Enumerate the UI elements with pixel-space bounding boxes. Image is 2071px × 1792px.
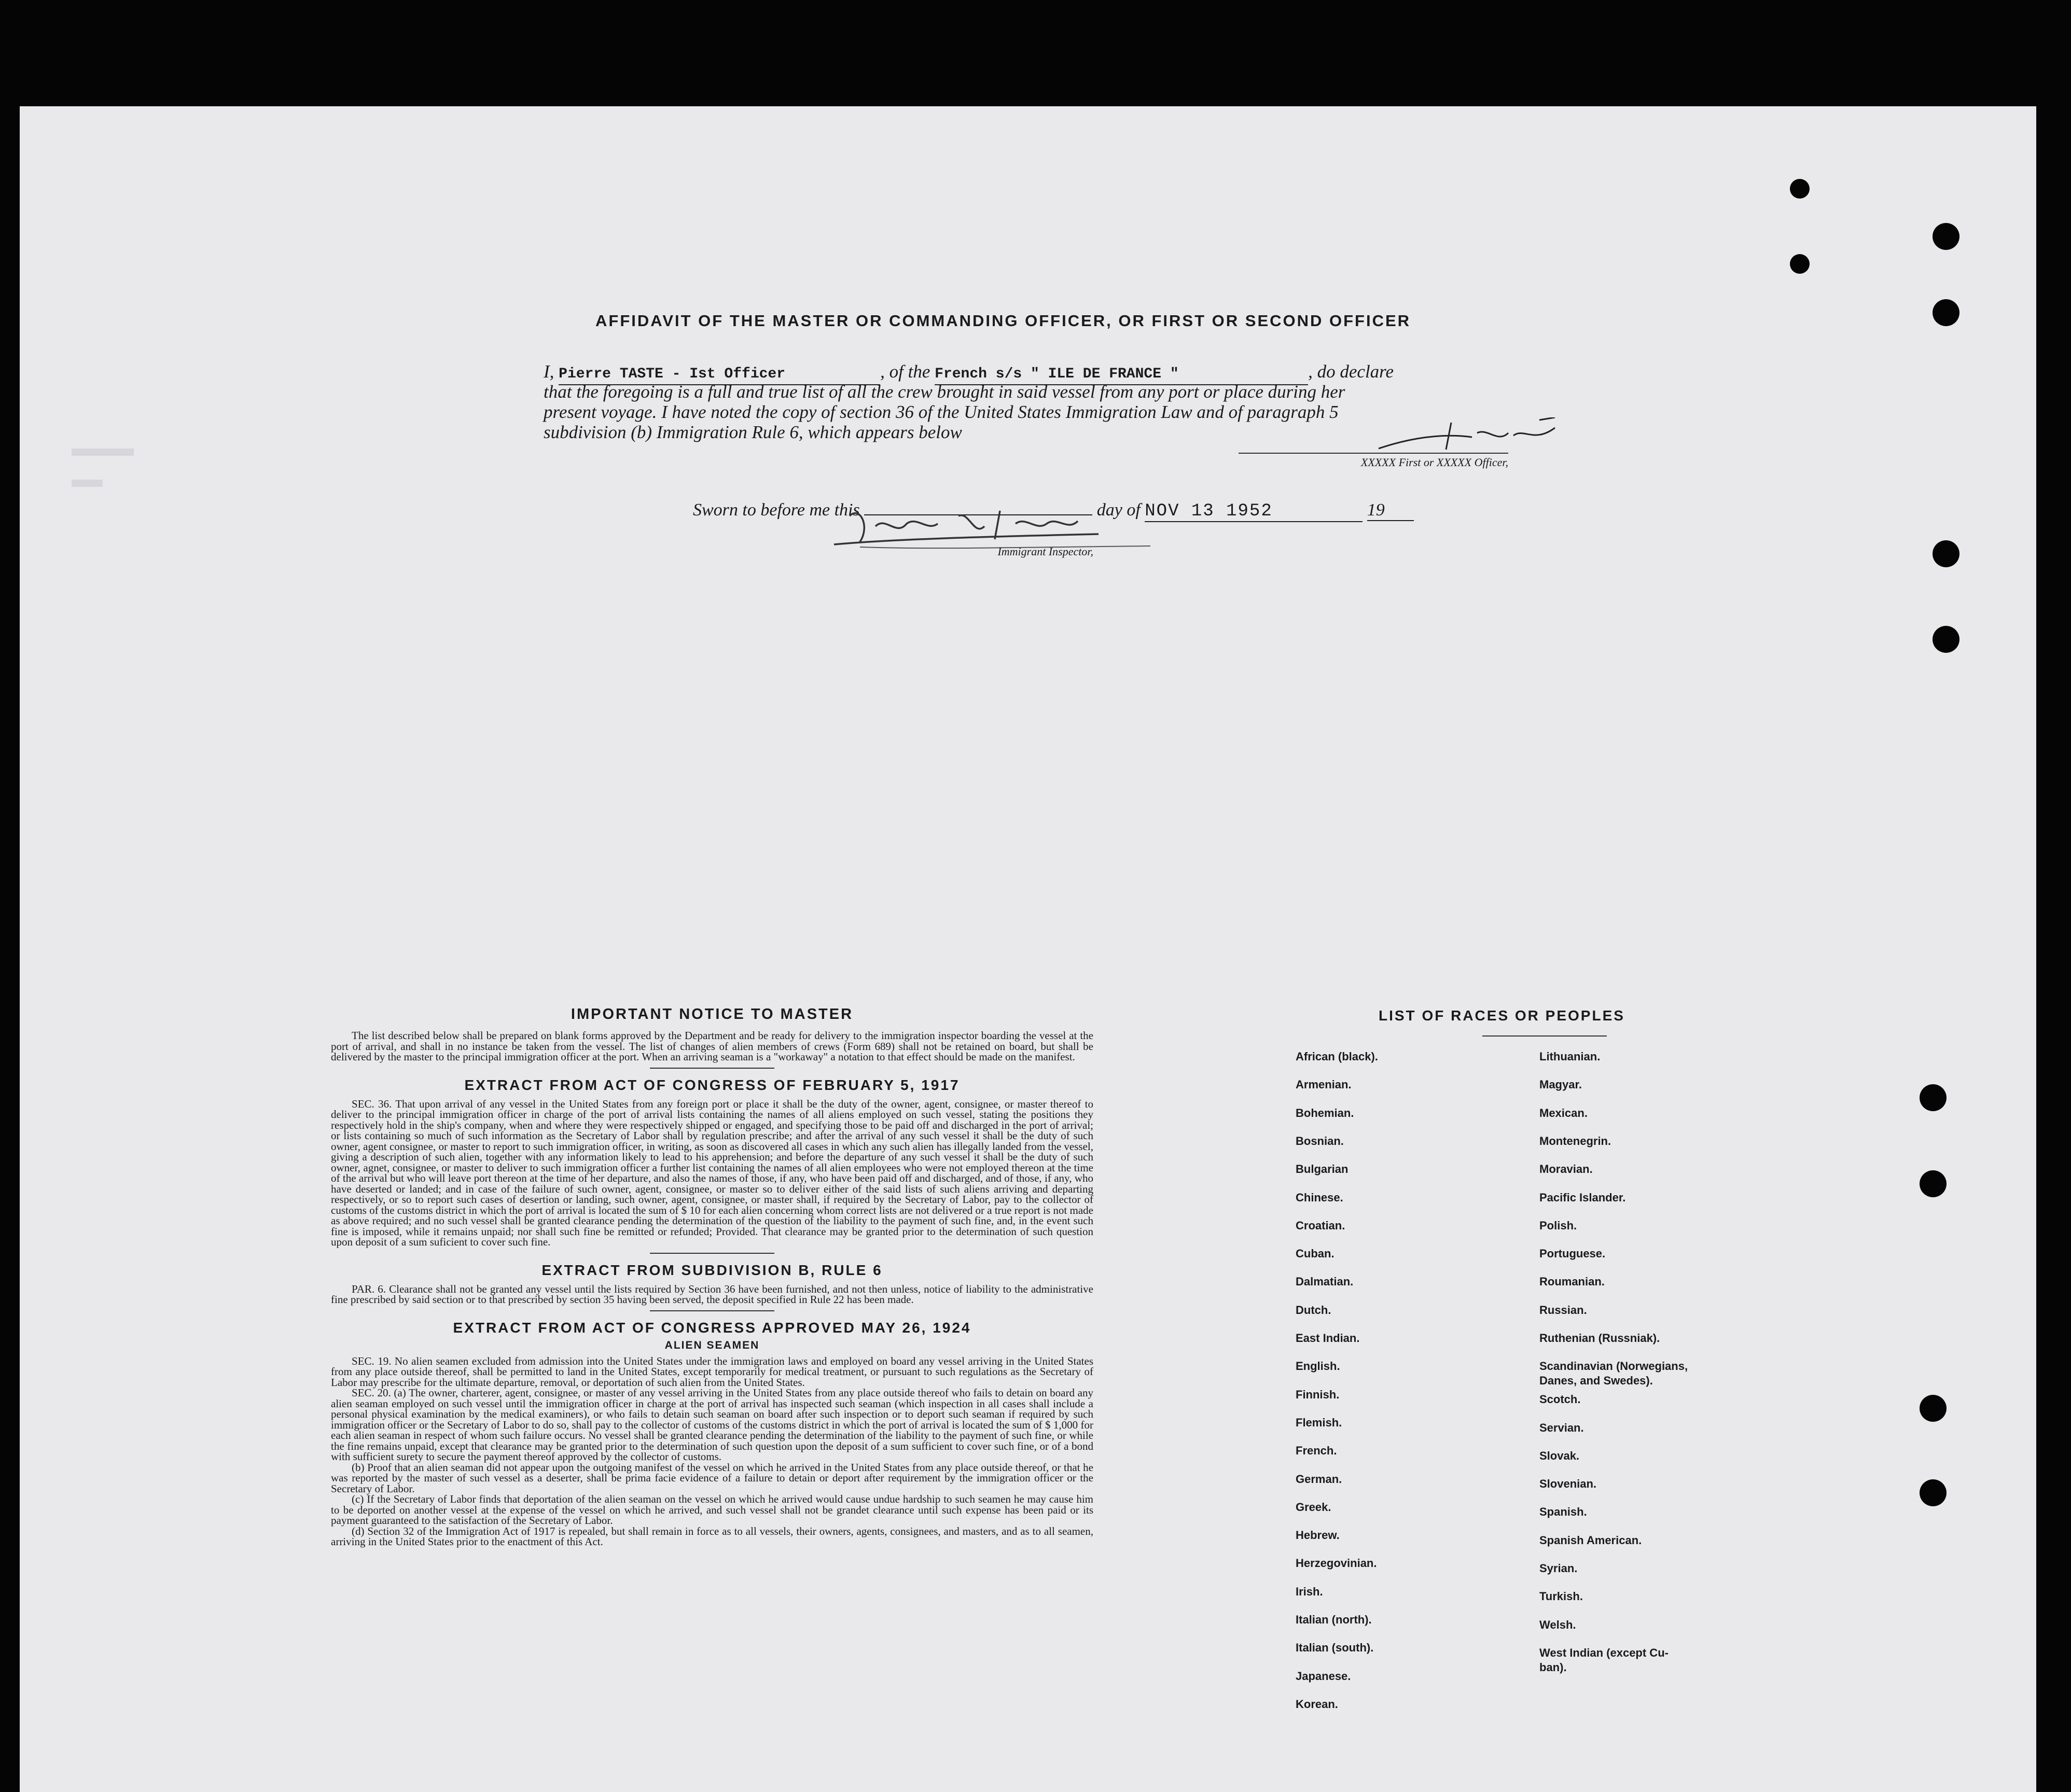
affidavit-i: I, — [544, 361, 554, 382]
race-item: French. — [1296, 1444, 1337, 1457]
binder-hole — [1920, 1479, 1947, 1506]
race-item: Finnish. — [1296, 1388, 1340, 1401]
document-page — [20, 106, 2036, 1792]
race-item: Moravian. — [1539, 1163, 1593, 1175]
race-item: Dutch. — [1296, 1304, 1331, 1317]
race-item: African (black). — [1296, 1050, 1378, 1063]
paragraph-6: PAR. 6. Clearance shall not be granted any vessel until the lists required by Section 36 have been furnished, and not then unless, notice of liability to the administrative fine prescribed by said section or to that prescribed by section 35 having been served, the deposit specified in Rule 22 has been made. — [331, 1282, 1093, 1306]
race-item: ban). — [1539, 1661, 1567, 1674]
extract-1917-title: EXTRACT FROM ACT OF CONGRESS OF FEBRUARY 5, 1917 — [464, 1076, 960, 1093]
section-20d: (d) Section 32 of the Immigration Act of 1917 is repealed, but shall remain in force as to all vessels, their owners, agents, consignees, and masters, and as to all seamen, arriving in the United States prior to the enactment of this Act. — [331, 1524, 1093, 1548]
binder-hole — [1933, 540, 1959, 567]
extract-1924-title: EXTRACT FROM ACT OF CONGRESS APPROVED MAY 26, 1924 — [453, 1319, 971, 1336]
binder-hole — [1920, 1170, 1947, 1197]
sworn-date: NOV 13 1952 — [1145, 501, 1273, 521]
divider — [650, 1253, 774, 1254]
affidavit-line-2: that the foregoing is a full and true list of all the crew brought in said vessel from any port or place during her — [544, 382, 1345, 402]
race-item: Greek. — [1296, 1501, 1331, 1514]
race-item: Roumanian. — [1539, 1275, 1605, 1288]
race-item: Lithuanian. — [1539, 1050, 1601, 1063]
race-item: East Indian. — [1296, 1332, 1360, 1345]
race-item: Slovak. — [1539, 1449, 1580, 1462]
race-item: West Indian (except Cu- — [1539, 1646, 1669, 1659]
alien-seamen-subtitle: ALIEN SEAMEN — [664, 1339, 760, 1351]
race-item: German. — [1296, 1473, 1342, 1486]
section-19: SEC. 19. No alien seamen excluded from admission into the United States under the immigration laws and employed on board any vessel arriving in the United States from any place outside thereof, shall be permitted to land in the United States, except temporarily for medical treatment, or pursuant to such regulations as the Secretary of Labor may prescribe for the ultimate departure, removal, or deportation of such alien from the United States. — [331, 1354, 1093, 1389]
officer-title-label: XXXXX First or XXXXX Officer, — [1239, 453, 1508, 469]
binder-hole — [1933, 626, 1959, 653]
extract-rule6-title: EXTRACT FROM SUBDIVISION B, RULE 6 — [541, 1262, 883, 1278]
race-item: Scandinavian (Norwegians, — [1539, 1360, 1688, 1373]
race-item: Spanish American. — [1539, 1534, 1642, 1547]
vessel-name: French s/s " ILE DE FRANCE " — [935, 366, 1179, 382]
affidavit-body — [544, 361, 1508, 442]
officer-name: Pierre TASTE - Ist Officer — [559, 366, 786, 382]
divider — [650, 1310, 774, 1311]
race-item: Slovenian. — [1539, 1477, 1597, 1490]
race-item: Irish. — [1296, 1585, 1323, 1598]
race-item: Japanese. — [1296, 1670, 1351, 1683]
binder-hole — [1790, 179, 1810, 199]
divider — [650, 1068, 774, 1069]
race-item: Ruthenian (Russniak). — [1539, 1332, 1660, 1345]
race-item: Danes, and Swedes). — [1539, 1374, 1653, 1387]
section-20b: (b) Proof that an alien seaman did not appear upon the outgoing manifest of the vessel on which he arrived in the United States from any place outside thereof, or that he was reported by the master of such vessel as a deserter, shall be prima facie evidence of a failure to detain or deport after requirement by the immigration officer or the Secretary of Labor. — [331, 1461, 1093, 1495]
binder-hole — [1920, 1084, 1947, 1111]
race-item: Portuguese. — [1539, 1247, 1606, 1260]
day-of-label: day of — [1096, 500, 1141, 520]
race-item: Bulgarian — [1296, 1163, 1349, 1175]
affidavit-title: AFFIDAVIT OF THE MASTER OR COMMANDING OFFICER, OR FIRST OR SECOND OFFICER — [595, 312, 1411, 330]
race-item: Dalmatian. — [1296, 1275, 1354, 1288]
races-right-column — [1539, 1050, 1768, 1724]
section-36: SEC. 36. That upon arrival of any vessel in the United States from any foreign port or place it shall be the duty of the owner, agent, consignee, or master thereof to deliver to the principal immigration officer in charge of the port of arrival lists containing the names of all aliens employed on such vessel, stating the positions they respectively hold in the ship's company, when and where they were respectively shipped or engaged, and specifying those to be paid off and discharged in the port of arrival; or lists containing so much of such information as the Secretary of Labor shall by regulation prescribe; and after the arrival of any such vessel it shall be the duty of such owner, agent consignee, or master to report to such immigration officer, in writing, as soon as discovered all cases in which any such alien has illegally landed from the vessel, giving a description of such alien, together with any information likely to lead to his apprehension; and before the departure of any such vessel it shall be the duty of such owner, agnet, consignee, or master to deliver to such immigration officer a further list containing the names of all alien employees who were not employed thereon at the time of the arrival but who will leave port thereon at the time of her departure, and also the names of those, if any, who have been paid off and discharged, and of those, if any, who have deserted or landed; and in case of the failure of such owner, agent, consignee, or master so to deliver either of the said lists of such aliens arriving and departing respectively, or so to report such cases of desertion or landing, such owner, agent, consignee, or master shall, if required by the Secretary of Labor, pay to the collector of customs of the customs district in which the port of arrival is located the sum of $ 10 for each alien concerning whom correct lists are not delivered or a true report is not made as above required; and no such vessel shall be granted clearance pending the determination of the question of the liability to the payment of such fine, and, in the event such fine is imposed, while it remains unpaid; nor shall such fine be remitted or refunded; Provided. That clearance may be granted prior to the determination of such question upon deposit of a sum suficient to cover such fine. — [331, 1097, 1093, 1248]
race-item: Herzegovinian. — [1296, 1557, 1377, 1570]
race-item: Hebrew. — [1296, 1529, 1340, 1542]
divider — [1482, 1035, 1607, 1037]
binder-hole — [1790, 254, 1810, 274]
binder-hole — [1920, 1395, 1947, 1422]
notice-body: The list described below shall be prepared on blank forms approved by the Department and be ready for delivery to the immigration inspector boarding the vessel at the port of arrival, and shall in no instance be taken from the vessel. The list of changes of alien members of crews (Form 689) shall not be retained on board, but shall be delivered by the master to the principal immigration officer at the port. When an arriving seaman is a "workaway" a notation to that effect should be made on the manifest. — [331, 1029, 1093, 1063]
race-item: Montenegrin. — [1539, 1135, 1611, 1147]
race-item: Bosnian. — [1296, 1135, 1344, 1147]
race-item: Cuban. — [1296, 1247, 1335, 1260]
races-title: LIST OF RACES OR PEOPLES — [1379, 1007, 1625, 1024]
race-item: Croatian. — [1296, 1219, 1345, 1232]
section-20c: (c) If the Secretary of Labor finds that deportation of the alien seaman on the vessel on which he arrived would cause undue hardship to such seamen he may cause him to be deported on another vessel at the expense of the vessel on which he arrived, and such vessel shall not be grandet clearance until such expense has been paid or its payment guaranteed to the satisfaction of the Secretary of Labor. — [331, 1493, 1093, 1527]
sworn-year: 19 — [1367, 500, 1385, 520]
race-item: Turkish. — [1539, 1590, 1583, 1603]
race-item: Mexican. — [1539, 1107, 1588, 1119]
notice-title: IMPORTANT NOTICE TO MASTER — [571, 1006, 854, 1023]
race-item: Chinese. — [1296, 1191, 1343, 1204]
race-item: Welsh. — [1539, 1618, 1576, 1631]
race-item: English. — [1296, 1360, 1340, 1373]
section-20a: SEC. 20. (a) The owner, charterer, agent, consignee, or master of any vessel arriving in the United States from any place outside thereof who fails to detain on board any alien seaman employed on such vessel until the immigration officer in charge at the port of arrival has inspected such seaman (which inspection in all cases shall include a personal physical examination by the medical examiners), or who fails to detain such seaman on board after such inspection or to deport such seaman if required by such immigration officer or the Secretary of Labor to do so, shall pay to the collector of customs of the customs district in which the port of arrival is located the sum of $ 1,000 for each alien seaman in respect of whom such failure occurs. No vessel shall be granted clearance pending the determination of the liability to the payment of such fine, or while the fine remains unpaid, except that clearance may be granted prior to the determination of such question upon the deposit of a sum sufficient to cover such fine, or of a bond with sufficient surety to secure the payment thereof approved by the collector of customs. — [331, 1387, 1093, 1463]
binder-hole — [1933, 299, 1959, 326]
race-item: Italian (south). — [1296, 1641, 1374, 1654]
affidavit-line-1 — [544, 361, 1508, 382]
inspector-label: Immigrant Inspector, — [997, 545, 1093, 558]
race-item: Bohemian. — [1296, 1107, 1354, 1119]
affidavit-of-the: , of the — [880, 361, 930, 382]
race-item: Italian (north). — [1296, 1613, 1372, 1626]
race-item: Syrian. — [1539, 1562, 1578, 1575]
race-item: Spanish. — [1539, 1505, 1587, 1518]
race-item: Pacific Islander. — [1539, 1191, 1626, 1204]
race-item: Armenian. — [1296, 1078, 1352, 1091]
race-item: Flemish. — [1296, 1416, 1342, 1429]
race-item: Servian. — [1539, 1421, 1584, 1434]
race-item: Scotch. — [1539, 1393, 1581, 1406]
race-item: Korean. — [1296, 1698, 1338, 1711]
races-left-column — [1296, 1050, 1524, 1724]
race-item: Polish. — [1539, 1219, 1577, 1232]
race-item: Russian. — [1539, 1304, 1587, 1317]
race-item: Magyar. — [1539, 1078, 1582, 1091]
sworn-label: Sworn to before me this — [693, 500, 860, 520]
affidavit-line-3: present voyage. I have noted the copy of section 36 of the United States Immigration Law and of paragraph 5 — [544, 402, 1339, 422]
binder-hole — [1933, 223, 1959, 250]
affidavit-line-4: subdivision (b) Immigration Rule 6, which appears below — [544, 422, 962, 442]
notice-section — [331, 1006, 1093, 1547]
affidavit-declare: , do declare — [1308, 361, 1394, 382]
